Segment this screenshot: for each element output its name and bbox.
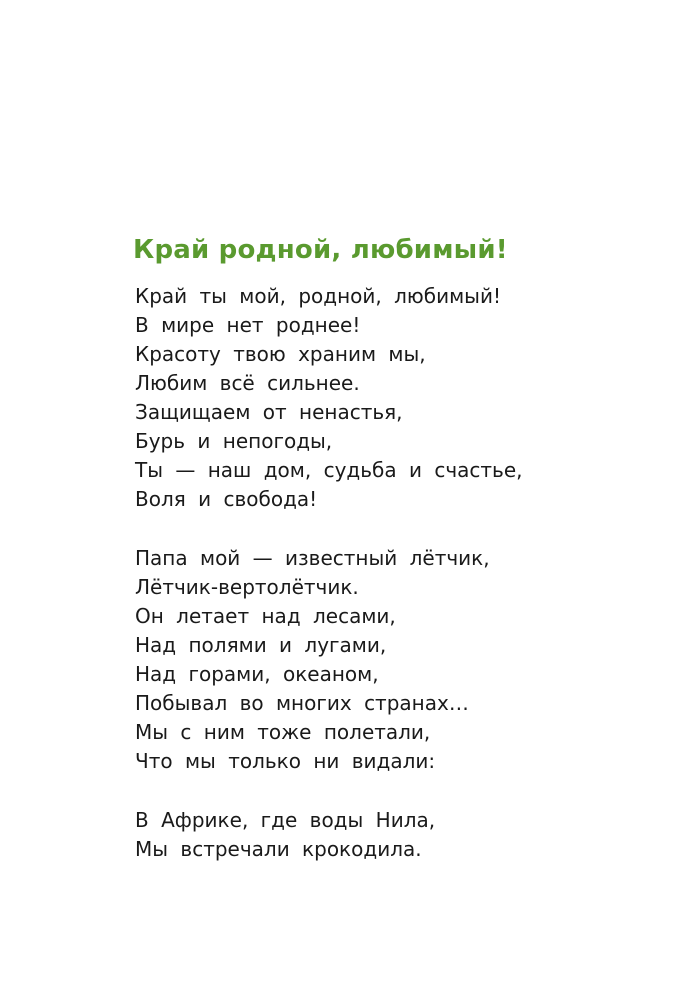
poem-line: Он летает над лесами, xyxy=(135,604,396,628)
poem-line: Воля и свобода! xyxy=(135,487,318,511)
poem-body xyxy=(135,282,523,894)
stanza-2 xyxy=(135,544,523,776)
poem-line: Мы с ним тоже полетали, xyxy=(135,720,431,744)
poem-line: Защищаем от ненастья, xyxy=(135,400,403,424)
poem-title: Край родной, любимый! xyxy=(133,235,508,265)
poem-line: Ты — наш дом, судьба и счастье, xyxy=(135,458,523,482)
poem-line: Край ты мой, родной, любимый! xyxy=(135,284,501,308)
poem-line: В мире нет роднее! xyxy=(135,313,361,337)
poem-line: Красоту твою храним мы, xyxy=(135,342,426,366)
poem-line: Что мы только ни видали: xyxy=(135,749,436,773)
poem-line: Мы встречали крокодила. xyxy=(135,837,422,861)
poem-line: Папа мой — известный лётчик, xyxy=(135,546,490,570)
poem-line: Над полями и лугами, xyxy=(135,633,387,657)
poem-line: Побывал во многих странах… xyxy=(135,691,469,715)
poem-line: Бурь и непогоды, xyxy=(135,429,333,453)
poem-line: Лётчик-вертолётчик. xyxy=(135,575,359,599)
poem-line: В Африке, где воды Нила, xyxy=(135,808,436,832)
stanza-3 xyxy=(135,806,523,864)
stanza-1 xyxy=(135,282,523,514)
poem-line: Любим всё сильнее. xyxy=(135,371,360,395)
poem-line: Над горами, океаном, xyxy=(135,662,379,686)
